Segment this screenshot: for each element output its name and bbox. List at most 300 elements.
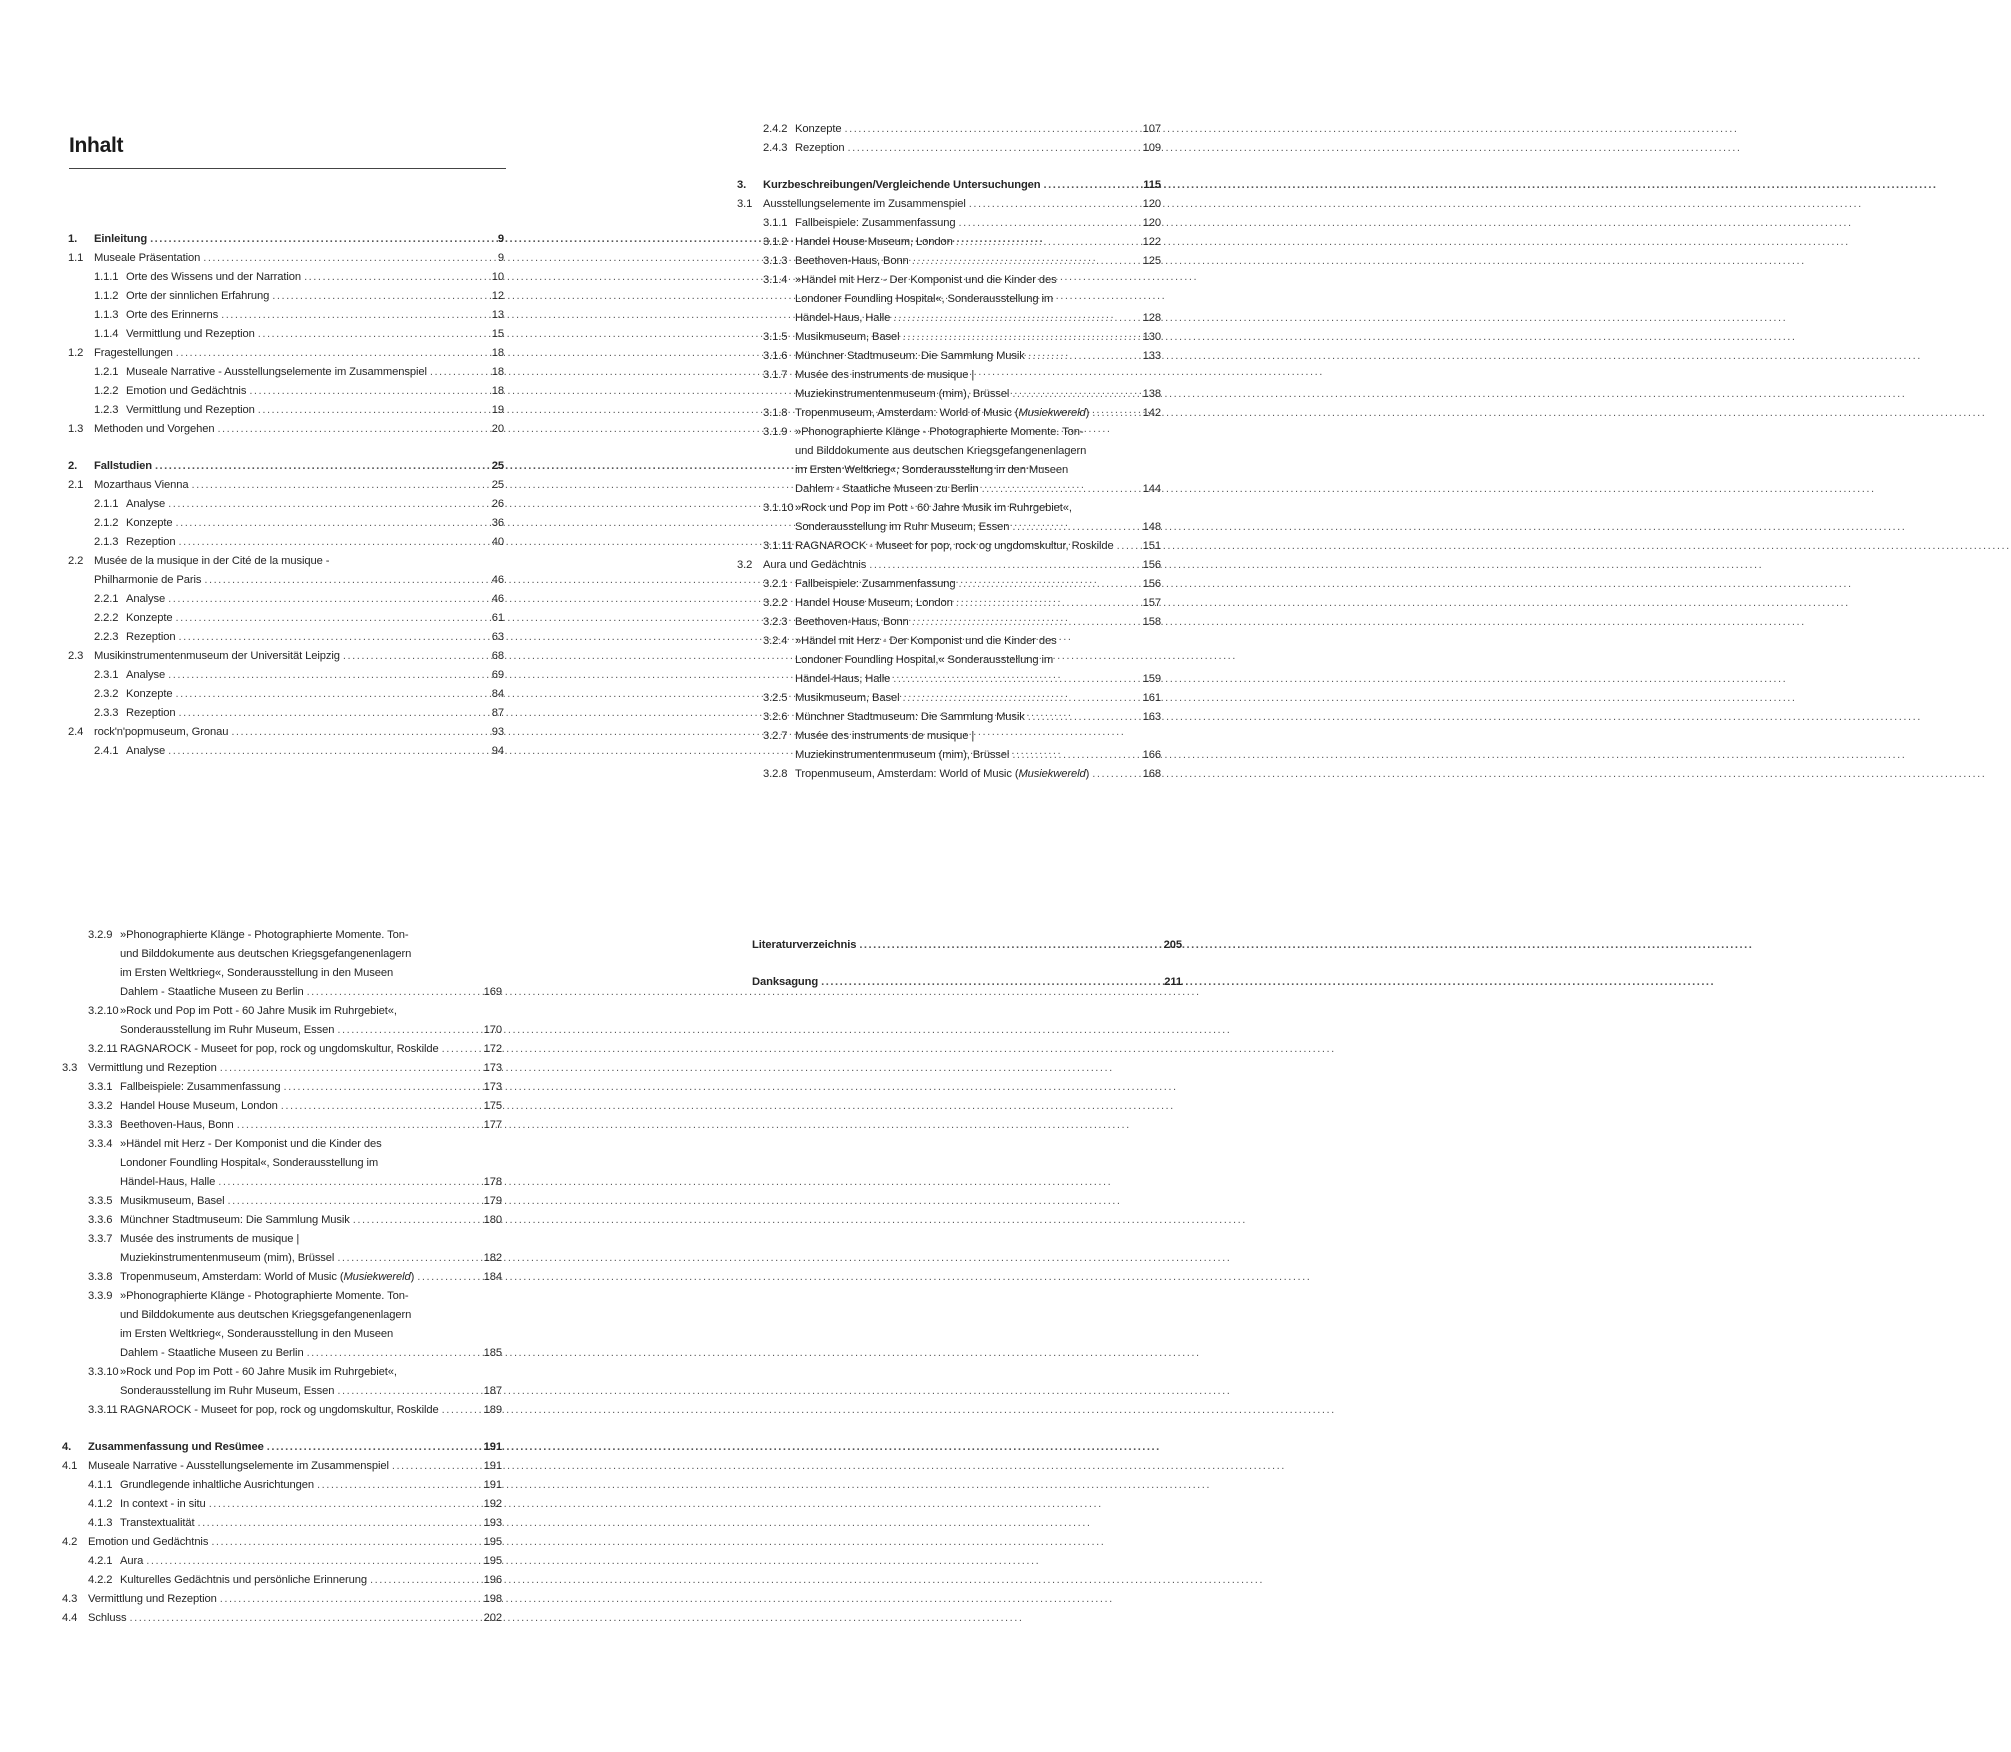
toc-entry-page: 156 <box>1142 559 1161 571</box>
dot-leader <box>228 1192 477 1211</box>
dot-leader <box>1044 176 1136 195</box>
toc-entry-title-text: Muziekinstrumentenmuseum (mim), Brüssel <box>795 749 1010 761</box>
toc-entry-title-text: »Händel mit Herz - Der Komponist und die Kinder des <box>795 635 1057 647</box>
toc-entry-title-suffix: ) <box>410 1271 415 1283</box>
dot-leader <box>956 233 1136 252</box>
toc-entry <box>62 1590 502 1609</box>
toc-entry-page: 40 <box>491 536 504 548</box>
dot-leader <box>353 1211 477 1230</box>
dot-leader <box>237 1116 477 1135</box>
toc-entry-title <box>795 765 1089 784</box>
toc-entry-number: 2.2 <box>68 555 84 567</box>
toc-entry-number: 3.3.9 <box>88 1290 113 1302</box>
dot-leader <box>337 1249 477 1268</box>
toc-entry-title <box>752 973 818 992</box>
toc-entry-number: 2. <box>68 460 78 472</box>
toc-entry-title-italic: Musiekwereld <box>343 1271 411 1283</box>
toc-entry-title-text: In context - in situ <box>120 1498 206 1510</box>
dot-leader <box>203 249 479 268</box>
toc-entry-title <box>795 537 1114 556</box>
toc-entry <box>62 1438 502 1457</box>
dot-leader <box>175 685 479 704</box>
toc-entry <box>62 1571 502 1590</box>
toc-entry-title <box>120 1325 393 1344</box>
dot-leader <box>1092 404 1136 423</box>
toc-entry-page: 172 <box>483 1043 502 1055</box>
toc-entry-title <box>120 945 411 964</box>
toc-entry-title-text: Aura <box>120 1555 144 1567</box>
toc-entry <box>68 609 504 628</box>
toc-entry-title <box>94 647 340 666</box>
toc-entry-number: 2.1.1 <box>94 498 119 510</box>
toc-entry-number: 2.1 <box>68 479 84 491</box>
dot-leader <box>249 382 479 401</box>
toc-entry-page: 169 <box>483 986 502 998</box>
dot-leader <box>220 1590 477 1609</box>
toc-entry-title-text: Musikmuseum, Basel <box>795 692 900 704</box>
toc-entry-number: 3.1.9 <box>763 426 788 438</box>
toc-entry-title-text: Vermittlung und Rezeption <box>126 328 255 340</box>
toc-entry-title <box>126 609 172 628</box>
toc-entry-page: 191 <box>483 1441 502 1453</box>
toc-entry-page: 166 <box>1142 749 1161 761</box>
toc-entry-page: 26 <box>491 498 504 510</box>
toc-entry <box>737 556 1161 575</box>
toc-entry <box>62 1173 502 1192</box>
toc-entry <box>62 1040 502 1059</box>
dot-leader <box>903 689 1136 708</box>
toc-entry-number: 3.1.3 <box>763 255 788 267</box>
toc-entry-title-text: Tropenmuseum, Amsterdam: World of Music ( <box>795 768 1019 780</box>
toc-entry-page: 36 <box>491 517 504 529</box>
toc-entry-page: 182 <box>483 1252 502 1264</box>
toc-entry <box>62 1211 502 1230</box>
toc-entry <box>68 382 504 401</box>
toc-entry-title-text: im Ersten Weltkrieg«, Sonderausstellung in den Museen <box>120 967 394 979</box>
dot-leader <box>176 344 479 363</box>
toc-entry-number: 3.1.1 <box>763 217 788 229</box>
toc-entry <box>68 401 504 420</box>
toc-entry-title-text: Musée des instruments de musique | <box>795 369 975 381</box>
toc-entry-number: 3.3.6 <box>88 1214 113 1226</box>
toc-entry-page: 18 <box>491 385 504 397</box>
toc-entry-title <box>795 689 900 708</box>
toc-entry-number: 3.1.2 <box>763 236 788 248</box>
toc-entry-title-text: Aura und Gedächtnis <box>763 559 867 571</box>
toc-entry-title-text: Einleitung <box>94 233 148 245</box>
toc-entry-page: 205 <box>1163 939 1182 951</box>
toc-entry-number: 1.1.3 <box>94 309 119 321</box>
toc-entry <box>737 651 1161 670</box>
toc-entry-page: 158 <box>1142 616 1161 628</box>
toc-entry-title <box>795 442 1086 461</box>
toc-entry-page: 202 <box>483 1612 502 1624</box>
toc-entry-page: 18 <box>491 366 504 378</box>
toc-entry <box>62 1268 502 1287</box>
dot-leader <box>912 252 1136 271</box>
toc-entry <box>62 964 502 983</box>
toc-entry <box>62 1552 502 1571</box>
toc-entry <box>68 647 504 666</box>
toc-entry <box>737 290 1161 309</box>
toc-entry <box>737 195 1161 214</box>
toc-entry-number: 2.3.1 <box>94 669 119 681</box>
toc-entry-title <box>126 685 172 704</box>
toc-entry-title <box>795 233 953 252</box>
toc-entry-title-text: RAGNAROCK - Museet for pop, rock og ungdomskultur, Roskilde <box>120 1404 439 1416</box>
toc-entry <box>737 613 1161 632</box>
toc-entry <box>62 1609 502 1628</box>
toc-entry-title-text: Tropenmuseum, Amsterdam: World of Music ( <box>120 1271 344 1283</box>
toc-entry-title <box>120 1097 278 1116</box>
toc-entry-page: 151 <box>1142 540 1161 552</box>
toc-entry-number: 1.1.4 <box>94 328 119 340</box>
toc-entry-page: 177 <box>483 1119 502 1131</box>
toc-entry-title <box>94 552 329 571</box>
toc-entry-title <box>795 670 890 689</box>
toc-entry-title-text: Londoner Foundling Hospital,« Sonderausstellung im <box>795 654 1054 666</box>
toc-entry-title-text: Kurzbeschreibungen/Vergleichende Untersuchungen <box>763 179 1041 191</box>
toc-entry-title-text: Grundlegende inhaltliche Ausrichtungen <box>120 1479 314 1491</box>
toc-entry <box>737 404 1161 423</box>
toc-entry <box>68 268 504 287</box>
toc-entry-number: 3.2.2 <box>763 597 788 609</box>
dot-leader <box>1028 708 1136 727</box>
toc-entry-page: 156 <box>1142 578 1161 590</box>
toc-entry-title-text: Rezeption <box>126 631 176 643</box>
toc-entry-page: 184 <box>483 1271 502 1283</box>
toc-entry <box>737 461 1161 480</box>
toc-entry-page: 179 <box>483 1195 502 1207</box>
toc-entry-title <box>120 1211 350 1230</box>
dot-leader <box>869 556 1136 575</box>
toc-entry-title <box>120 1363 397 1382</box>
dot-leader <box>442 1401 477 1420</box>
toc-entry <box>62 1287 502 1306</box>
toc-entry-title-text: Tropenmuseum, Amsterdam: World of Music ( <box>795 407 1019 419</box>
dot-leader <box>178 704 479 723</box>
toc-page-right-bottom <box>607 876 1214 1752</box>
dot-leader <box>168 742 479 761</box>
toc-entry <box>737 689 1161 708</box>
toc-entry-number: 4.2.1 <box>88 1555 113 1567</box>
toc-entry-number: 2.4 <box>68 726 84 738</box>
toc-entry-title <box>126 704 175 723</box>
toc-entry-number: 3.2.6 <box>763 711 788 723</box>
dot-leader <box>218 1173 477 1192</box>
toc-entry <box>68 476 504 495</box>
dot-leader <box>258 401 479 420</box>
toc-entry <box>737 176 1161 195</box>
toc-entry-title-text: Musikmuseum, Basel <box>120 1195 225 1207</box>
toc-entry-title-text: Londoner Foundling Hospital«, Sonderausstellung im <box>120 1157 379 1169</box>
toc-entry-page: 12 <box>491 290 504 302</box>
toc-entry-title <box>795 613 909 632</box>
dot-leader <box>392 1457 477 1476</box>
toc-entry-title-italic: Musiekwereld <box>1018 768 1086 780</box>
toc-entry-title <box>94 723 228 742</box>
toc-entry-title-text: Fallbeispiele: Zusammenfassung <box>795 217 956 229</box>
toc-entry-page: 196 <box>483 1574 502 1586</box>
toc-entry-title-text: Konzepte <box>126 517 173 529</box>
toc-entry-title <box>795 727 974 746</box>
toc-entry-page: 211 <box>1164 976 1182 988</box>
toc-entry-page: 173 <box>483 1081 502 1093</box>
dot-leader <box>209 1495 477 1514</box>
toc-entry <box>737 765 1161 784</box>
toc-entry-title <box>120 1078 281 1097</box>
toc-entry-title-text: Emotion und Gedächtnis <box>88 1536 209 1548</box>
toc-entry <box>68 363 504 382</box>
toc-entry-title-text: Rezeption <box>126 536 176 548</box>
toc-entry-title-text: RAGNAROCK - Museet for pop, rock og ungdomskultur, Roskilde <box>795 540 1114 552</box>
dot-leader <box>281 1097 477 1116</box>
toc-entry-title-text: Fallstudien <box>94 460 152 472</box>
dot-leader <box>150 230 479 249</box>
toc-entry-title-text: »Phonographierte Klänge - Photographierte Momente. Ton- <box>120 1290 409 1302</box>
toc-entry-number: 3.1.7 <box>763 369 788 381</box>
toc-entry-title <box>120 1249 334 1268</box>
toc-entry-title <box>795 575 956 594</box>
toc-entry <box>62 1097 502 1116</box>
toc-entry <box>68 514 504 533</box>
toc-entry-page: 122 <box>1142 236 1161 248</box>
toc-entry <box>68 590 504 609</box>
toc-entry <box>737 727 1161 746</box>
toc-entry-title <box>88 1059 217 1078</box>
toc-entry-title <box>120 1476 314 1495</box>
toc-entry <box>737 120 1161 139</box>
toc-entry-number: 3.2.7 <box>763 730 788 742</box>
toc-entry-number: 3.3.1 <box>88 1081 113 1093</box>
dot-leader <box>893 309 1136 328</box>
toc-list <box>752 936 1182 992</box>
toc-entry-title <box>120 926 408 945</box>
dot-leader <box>1012 518 1136 537</box>
toc-entry-title-text: Vermittlung und Rezeption <box>88 1593 217 1605</box>
toc-page-right-top <box>607 0 1214 876</box>
toc-entry-title-text: »Rock und Pop im Pott - 60 Jahre Musik im Ruhrgebiet«, <box>120 1366 397 1378</box>
toc-entry-number: 3.2.9 <box>88 929 113 941</box>
toc-entry-number: 1.2.1 <box>94 366 119 378</box>
toc-entry-title <box>126 363 427 382</box>
toc-entry-page: 120 <box>1142 198 1161 210</box>
dot-leader <box>969 195 1136 214</box>
toc-entry-title-text: Musée des instruments de musique | <box>795 730 975 742</box>
toc-entry <box>62 1344 502 1363</box>
dot-leader <box>343 647 479 666</box>
toc-entry-title-text: Rezeption <box>126 707 176 719</box>
dot-leader <box>231 723 479 742</box>
toc-entry-title <box>120 983 304 1002</box>
toc-entry-title-text: Orte des Wissens und der Narration <box>126 271 302 283</box>
toc-entry-page: 144 <box>1142 483 1161 495</box>
toc-entry-title <box>94 249 200 268</box>
toc-entry-title-text: Analyse <box>126 593 166 605</box>
toc-entry-title <box>763 195 966 214</box>
toc-entry-title <box>120 1382 334 1401</box>
toc-entry-page: 148 <box>1142 521 1161 533</box>
toc-entry-title-text: Fallbeispiele: Zusammenfassung <box>120 1081 281 1093</box>
toc-entry-number: 3.1.10 <box>763 502 794 514</box>
dot-leader <box>217 420 479 439</box>
toc-entry-number: 2.4.2 <box>763 123 788 135</box>
toc-entry-page: 195 <box>483 1555 502 1567</box>
toc-entry <box>737 746 1161 765</box>
toc-entry-page: 157 <box>1142 597 1161 609</box>
toc-entry-title <box>120 1571 367 1590</box>
toc-entry-title-text: Kulturelles Gedächtnis und persönliche Erinnerung <box>120 1574 367 1586</box>
toc-entry <box>62 1401 502 1420</box>
toc-entry-title-text: Dahlem - Staatliche Museen zu Berlin <box>120 986 304 998</box>
toc-entry-number: 4.4 <box>62 1612 78 1624</box>
dot-leader <box>197 1514 477 1533</box>
dot-leader <box>430 363 479 382</box>
toc-entry-number: 4.2 <box>62 1536 78 1548</box>
toc-entry-title-text: Schluss <box>88 1612 127 1624</box>
toc-entry <box>68 495 504 514</box>
toc-entry <box>62 1059 502 1078</box>
toc-entry <box>68 704 504 723</box>
toc-entry-title <box>795 252 909 271</box>
toc-entry-page: 193 <box>483 1517 502 1529</box>
toc-entry-page: 20 <box>491 423 504 435</box>
toc-entry-page: 195 <box>483 1536 502 1548</box>
toc-entry-page: 25 <box>491 460 504 472</box>
toc-entry-page: 130 <box>1142 331 1161 343</box>
toc-entry <box>737 480 1161 499</box>
toc-entry-title <box>795 120 841 139</box>
toc-entry-page: 46 <box>491 574 504 586</box>
toc-entry-title <box>88 1438 264 1457</box>
toc-entry-title-text: und Bilddokumente aus deutschen Kriegsgefangenenlagern <box>795 445 1087 457</box>
toc-entry-title-suffix: ) <box>1085 768 1090 780</box>
toc-entry <box>62 1135 502 1154</box>
toc-entry <box>62 1306 502 1325</box>
dot-leader <box>821 973 1157 992</box>
toc-entry-title-text: Sonderausstellung im Ruhr Museum, Essen <box>120 1385 335 1397</box>
toc-entry-page: 13 <box>491 309 504 321</box>
toc-entry-title-text: Orte der sinnlichen Erfahrung <box>126 290 270 302</box>
toc-entry-title-text: Beethoven-Haus, Bonn <box>795 616 909 628</box>
toc-entry-page: 87 <box>491 707 504 719</box>
toc-entry-title-text: Mozarthaus Vienna <box>94 479 189 491</box>
toc-entry-title-text: Handel House Museum, London <box>795 236 953 248</box>
toc-entry-title-text: im Ersten Weltkrieg«, Sonderausstellung in den Museen <box>795 464 1069 476</box>
toc-entry-number: 1.3 <box>68 423 84 435</box>
toc-entry-title-text: Sonderausstellung im Ruhr Museum, Essen <box>795 521 1010 533</box>
toc-entry-title <box>795 423 1083 442</box>
toc-entry <box>62 1230 502 1249</box>
toc-entry-title-text: Vermittlung und Rezeption <box>126 404 255 416</box>
toc-entry-title <box>126 268 301 287</box>
toc-entry <box>68 571 504 590</box>
toc-entry-title <box>120 1344 304 1363</box>
toc-entry-page: 68 <box>491 650 504 662</box>
toc-entry-number: 3.2.8 <box>763 768 788 780</box>
toc-entry <box>62 1154 502 1173</box>
toc-entry-number: 2.4.3 <box>763 142 788 154</box>
dot-leader <box>912 613 1136 632</box>
dot-leader <box>417 1268 477 1287</box>
toc-entry-page: 125 <box>1142 255 1161 267</box>
toc-entry-title <box>126 628 175 647</box>
toc-entry <box>737 252 1161 271</box>
toc-entry-number: 4.1.3 <box>88 1517 113 1529</box>
toc-entry <box>68 344 504 363</box>
toc-list <box>68 230 504 761</box>
toc-entry <box>737 347 1161 366</box>
toc-entry-page: 128 <box>1142 312 1161 324</box>
toc-entry-title-text: Münchner Stadtmuseum: Die Sammlung Musik <box>795 350 1025 362</box>
toc-entry <box>62 1249 502 1268</box>
dot-leader <box>178 533 479 552</box>
toc-entry-title <box>795 461 1068 480</box>
toc-entry-number: 3.3.3 <box>88 1119 113 1131</box>
toc-entry-number: 1.1.1 <box>94 271 119 283</box>
toc-entry-title-text: Münchner Stadtmuseum: Die Sammlung Musik <box>120 1214 350 1226</box>
toc-entry-title <box>120 1002 397 1021</box>
toc-entry-title <box>120 1135 382 1154</box>
dot-leader <box>168 590 479 609</box>
toc-entry-page: 189 <box>483 1404 502 1416</box>
toc-entry-page: 69 <box>491 669 504 681</box>
toc-entry-title <box>120 1306 411 1325</box>
toc-entry-title <box>94 571 201 590</box>
toc-entry <box>68 249 504 268</box>
toc-entry-title <box>126 306 218 325</box>
toc-entry <box>68 306 504 325</box>
toc-entry-title-text: Literaturverzeichnis <box>752 939 857 951</box>
toc-entry-page: 84 <box>491 688 504 700</box>
title-divider <box>69 168 506 169</box>
toc-entry-title <box>795 271 1057 290</box>
toc-page-left-top <box>0 0 607 876</box>
toc-entry-number: 4.1.1 <box>88 1479 113 1491</box>
dot-leader <box>442 1040 477 1059</box>
toc-entry-number: 1.2.2 <box>94 385 119 397</box>
dot-leader <box>847 139 1136 158</box>
toc-entry-title <box>126 590 165 609</box>
toc-entry-title-text: Dahlem - Staatliche Museen zu Berlin <box>795 483 979 495</box>
toc-entry-number: 3.3.2 <box>88 1100 113 1112</box>
toc-entry-number: 2.4.1 <box>94 745 119 757</box>
toc-entry-title-text: Konzepte <box>126 688 173 700</box>
toc-entry <box>62 1476 502 1495</box>
dot-leader <box>267 1438 477 1457</box>
toc-entry-title-text: und Bilddokumente aus deutschen Kriegsgefangenenlagern <box>120 1309 412 1321</box>
toc-entry-title-text: Methoden und Vorgehen <box>94 423 215 435</box>
toc-entry-page: 94 <box>491 745 504 757</box>
toc-entry-title-text: rock'n'popmuseum, Gronau <box>94 726 229 738</box>
toc-entry <box>68 685 504 704</box>
toc-entry-title-suffix: ) <box>1085 407 1090 419</box>
dot-leader <box>168 666 479 685</box>
toc-entry <box>62 1325 502 1344</box>
toc-entry-title <box>94 476 189 495</box>
toc-entry-title <box>795 480 979 499</box>
toc-entry-title <box>120 1230 299 1249</box>
toc-entry <box>62 1495 502 1514</box>
toc-entry-title <box>126 514 172 533</box>
toc-entry-number: 3.1 <box>737 198 753 210</box>
toc-entry-title <box>763 556 866 575</box>
toc-entry-number: 3.1.6 <box>763 350 788 362</box>
toc-entry-title-text: »Händel mit Herz - Der Komponist und die Kinder des <box>795 274 1057 286</box>
dot-leader <box>370 1571 477 1590</box>
toc-entry-title-text: »Händel mit Herz - Der Komponist und die Kinder des <box>120 1138 382 1150</box>
toc-entry-number: 1.1.2 <box>94 290 119 302</box>
